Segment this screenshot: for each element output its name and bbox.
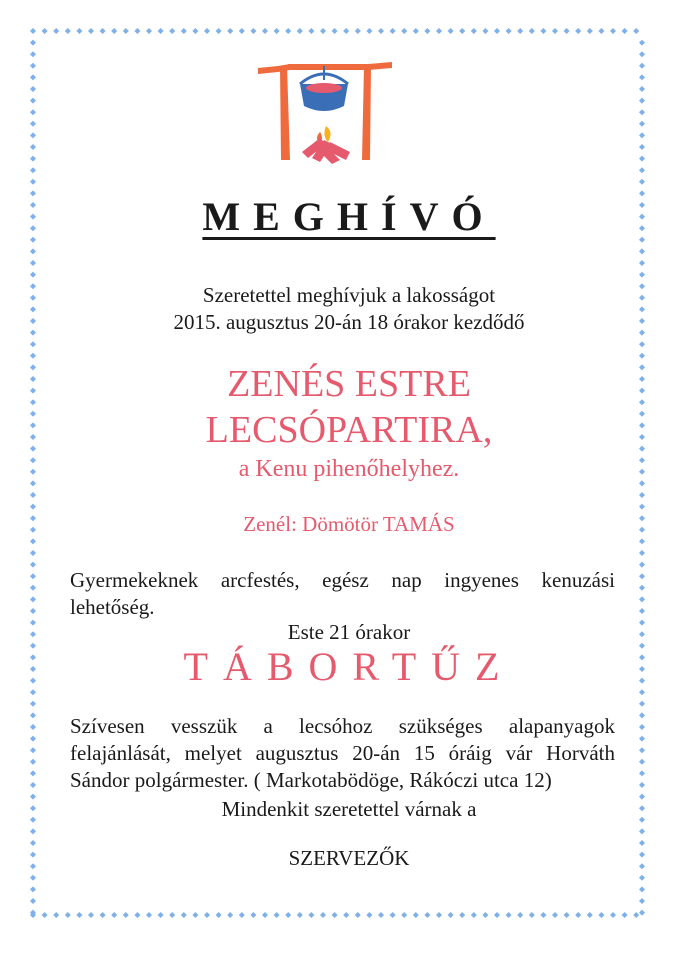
invitation-title: MEGHÍVÓ xyxy=(202,194,496,239)
bonfire-heading: TÁBORTŰZ xyxy=(183,644,515,689)
venue-line: a Kenu pihenőhelyhez. xyxy=(238,456,460,482)
music-line: Zenél: Dömötör TAMÁS xyxy=(243,512,455,536)
headline-line-2: LECSÓPARTIRA, xyxy=(205,409,493,451)
kids-program: Gyermekeknek arcfestés, egész nap ingyenes kenuzási lehetőség. xyxy=(70,568,615,619)
intro-line-2: 2015. augusztus 20-án 18 órakor kezdődő xyxy=(173,310,525,334)
organizers-signature: SZERVEZŐK xyxy=(288,846,410,870)
evening-time: Este 21 órakor xyxy=(287,620,411,644)
headline-line-1: ZENÉS ESTRE xyxy=(227,363,471,405)
intro-line-1: Szeretettel meghívjuk a lakosságot xyxy=(202,283,496,307)
cooking-pot-over-fire-icon xyxy=(250,56,400,171)
offer-paragraph: Szívesen vesszük a lecsóhoz szükséges alapanyagok felajánlását, melyet augusztus 20-án 15 óráig vár Horváth Sándor polgármester. ( Markotabödöge, Rákóczi utca 12) xyxy=(70,714,615,792)
closing-line: Mindenkit szeretettel várnak a xyxy=(221,797,477,821)
